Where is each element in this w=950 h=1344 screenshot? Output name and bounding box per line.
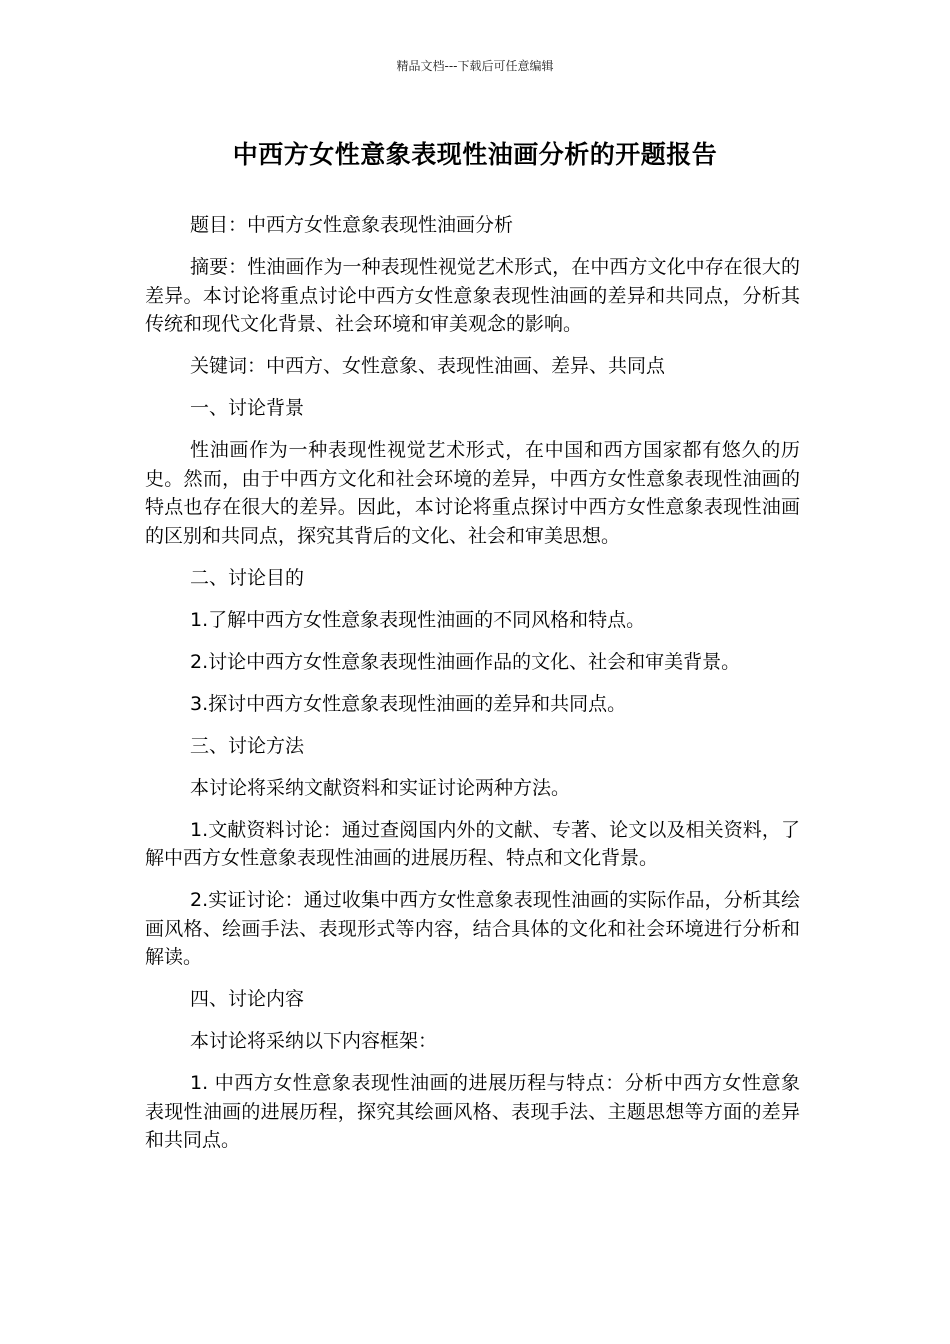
list-item-method-1: 1.文献资料讨论：通过查阅国内外的文献、专著、论文以及相关资料，了解中西方女性意象表现性油画的进展历程、特点和文化背景。 [145, 818, 800, 869]
document-body [145, 211, 800, 1168]
section-heading-purpose: 二、讨论目的 [190, 566, 305, 589]
section-heading-background: 一、讨论背景 [190, 397, 305, 419]
list-item-purpose-1: 1.了解中西方女性意象表现性油画的不同风格和特点。 [190, 608, 646, 631]
paragraph-method-intro: 本讨论将采纳文献资料和实证讨论两种方法。 [190, 776, 571, 799]
header-note: 精品文档---下载后可任意编辑 [396, 59, 554, 73]
list-item-method-2: 2.实证讨论：通过收集中西方女性意象表现性油画的实际作品，分析其绘画风格、绘画手法、表现形式等内容，结合具体的文化和社会环境进行分析和解读。 [145, 889, 800, 968]
list-item-purpose-3: 3.探讨中西方女性意象表现性油画的差异和共同点。 [190, 692, 627, 715]
section-heading-content: 四、讨论内容 [190, 988, 305, 1010]
list-item-content-1: 1. 中西方女性意象表现性油画的进展历程与特点：分析中西方女性意象表现性油画的进展历程，探究其绘画风格、表现手法、主题思想等方面的差异和共同点。 [145, 1072, 800, 1151]
section-heading-method: 三、讨论方法 [190, 734, 305, 757]
paragraph-abstract: 摘要：性油画作为一种表现性视觉艺术形式，在中西方文化中存在很大的差异。本讨论将重点讨论中西方女性意象表现性油画的差异和共同点，分析其传统和现代文化背景、社会环境和审美观念的影响。 [145, 256, 800, 335]
paragraph-background: 性油画作为一种表现性视觉艺术形式，在中国和西方国家都有悠久的历史。然而，由于中西方文化和社会环境的差异，中西方女性意象表现性油画的特点也存在很大的差异。因此，本讨论将重点探讨中西方女性意象表现性油画的区别和共同点，探究其背后的文化、社会和审美思想。 [145, 439, 800, 547]
paragraph-keywords: 关键词：中西方、女性意象、表现性油画、差异、共同点 [190, 355, 666, 377]
paragraph-content-intro: 本讨论将采纳以下内容框架： [190, 1030, 438, 1052]
document-title: 中西方女性意象表现性油画分析的开题报告 [232, 140, 718, 169]
paragraph-topic: 题目：中西方女性意象表现性油画分析 [190, 214, 514, 236]
list-item-purpose-2: 2.讨论中西方女性意象表现性油画作品的文化、社会和审美背景。 [190, 650, 741, 673]
